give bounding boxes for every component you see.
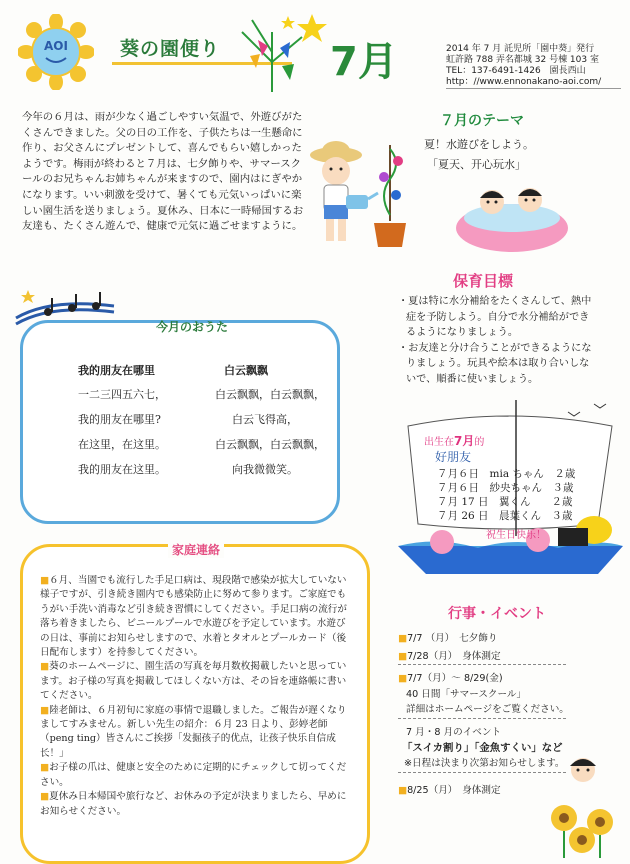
goal-item-sharing: ・お友達と分け合うことができるようになりましょう。玩具や絵本は取り合いしないで、順番に使いましょう。 [398,342,592,385]
song-left-line: 我的朋友在这里。 [78,463,166,476]
kids-in-pool-illustration [452,172,572,260]
girl-with-sunflowers-illustration [548,752,618,858]
tanabata-decoration-icon [232,12,332,94]
event-body-check-aug: ■8/25（月） 身体測定 [398,785,501,796]
birthday-heading-post: 的 [474,437,485,448]
event-summer-activities: 「スイカ割り」「金魚すくい」など [402,742,563,754]
bullet-square-icon: ■ [40,661,50,673]
family-notice-item: ■葵のホームページに、園生活の写真を毎月数枚掲載したいと思っています。お子様の写真を掲載してほしくない方は、その旨を連絡帳に書いてください。 [40,661,347,702]
song-right-line: 白云飞得高， [232,413,298,426]
family-notice-item: ■陸老師は、６月初旬に家庭の事情で退職しました。ご報告が遅くなりましてすみません。新しい先生の紹介：６月 23 日より、彭婷老師（peng ting）皆さんにご挨拶「发掘孩子的优点，让孩子快乐自信成长！」 [40,704,347,759]
birthday-row: ７月 17 日 翼くん ２歳 [437,496,573,508]
goal-item-hydration: ・夏は特に水分補給をたくさんして、熱中症を予防しよう。自分で水分補給ができるようになりましょう。 [398,296,592,338]
theme-title: ７月のテーマ [440,113,524,129]
birthday-heading-pre: 出生在 [424,437,454,448]
song-section-title: 今月のおうた [156,320,229,334]
song-title-right: 白云飘飘 [224,364,268,377]
intro-paragraph: 今年の６月は、雨が少なく過ごしやすい気温で、外遊びがたくさんできました。父の日の工作を、子供たちは一生懸命に作り、お父さんにプレゼントして、喜んでもらい嬉しかったようです。梅雨が終わると７月は、七夕飾りや、サマースクールのお兄ちゃんお姉ちゃんが来ますので、園内はにぎやかになります。いい刺激を受けて、暑くても元気いっぱいに楽しい園生活を送りましょう。夏休み、日本に一時帰国するお友達も、たくさん遊んで、健康で元気に過ごせますように。 [22,111,304,233]
birthday-heading-month: 7月 [454,434,475,448]
issue-month: 7月 [330,39,398,85]
song-left-line: 一二三四五六七， [78,388,166,401]
event-summer-heading: 7 月・8 月のイベント [406,727,502,738]
event-tanabata: ■7/7 （月） 七夕飾り [398,633,498,644]
song-left-line: 在这里，在这里。 [78,438,166,451]
event-divider [398,718,566,719]
address-line: 虹許路 788 弄名都城 32 号棟 103 室 [446,55,599,65]
bullet-square-icon: ■ [40,704,50,716]
song-left-line: 我的朋友在哪里? [78,413,161,426]
info-divider [446,88,621,89]
family-notice-list [40,574,352,819]
event-body-check: ■7/28（月） 身体測定 [398,651,501,662]
goals-list [398,294,598,387]
birthday-heading [424,432,484,449]
birthday-row: ７月６日 mia ちゃん ２歳 [437,468,576,480]
family-notice-item: ■夏休み日本帰国や旅行など、お休みの予定が決まりましたら、早めにお知らせください。 [40,791,347,817]
song-right-line: 向我微微笑。 [232,463,298,476]
event-summer-school-dates: ■7/7（月）～ 8/29(金) [398,673,503,684]
publisher-info [446,44,621,88]
goals-title: 保育目標 [453,272,514,290]
birthday-row: ７月６日 紗央ちゃん ３歳 [437,482,574,494]
website-link[interactable]: http：//www.ennonakano-aoi.com/ [446,77,602,87]
event-summer-note: ※日程は決まり次第お知らせします。 [404,758,565,769]
song-right-line: 白云飘飘，白云飘飘， [215,438,325,451]
family-notice-item: ■６月、当園でも流行した手足口病は、現段階で感染が拡大していない様子ですが、引き続き園内でも感染防止に努めて参ります。ご家庭でもうがい手洗い消毒など引き続き習慣にしてください。手足口病の流行が落ち着きましたら、ビニールプールで水遊びを予定しています。水遊びの日は、事前にお知らせしますので、水着とタオルとプールカード（後日配布します）を持参してください。 [40,575,347,659]
song-title-left: 我的朋友在哪里 [78,364,155,377]
event-divider [398,772,566,773]
song-right-line: 白云飘飘，白云飘飘， [215,388,325,401]
theme-line-japanese: 夏！水遊びをしよう。 [424,138,534,151]
event-summer-school: 40 日間「サマースクール」 [406,689,527,700]
bullet-square-icon: ■ [40,762,50,774]
family-notice-title: 家庭連絡 [168,541,224,558]
birthday-heading-friends: 好朋友 [435,450,472,464]
publisher-line: 2014 年 7 月 託児所「園中葵」発行 [446,44,595,54]
newsletter-title: 葵の園便り [120,38,221,60]
event-summer-school-note: 詳細はホームページをご覧ください。 [406,704,569,715]
sunflower-logo [18,14,94,90]
bullet-square-icon: ■ [40,791,50,803]
logo-text: AOI [44,39,68,53]
birthday-congrats: 祝生日快乐！ [486,530,546,541]
bullet-square-icon: ■ [40,575,50,586]
events-title: 行事・イベント [448,606,546,622]
birthday-row: ７月 26 日 晨葉くん ３歳 [437,510,573,522]
event-divider [398,664,566,665]
phone-line: TEL：137-6491-1426 園長西山 [446,66,586,76]
family-notice-item: ■お子様の爪は、健康と安全のために定期的にチェックして切ってください。 [40,762,347,788]
boy-watering-flowers-illustration [306,135,418,265]
theme-line-chinese: 「夏天、开心玩水」 [427,158,526,171]
